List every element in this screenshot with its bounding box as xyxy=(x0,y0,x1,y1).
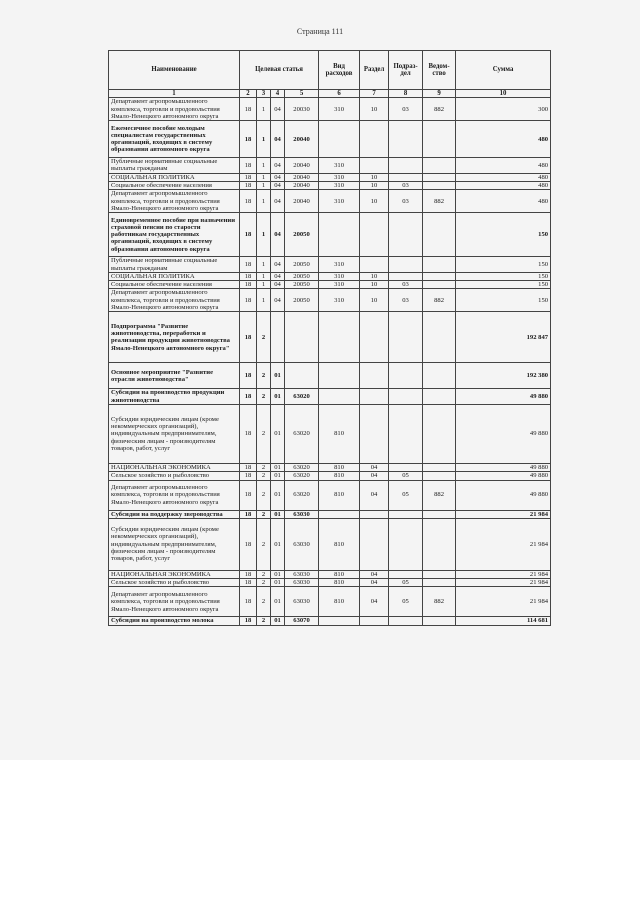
cell-activity: 04 xyxy=(271,182,285,190)
cell-name: Департамент агропромышленного комплекса, торговли и продовольствия Ямало-Ненецкого автономного округа xyxy=(109,190,240,213)
cell-direction: 63020 xyxy=(285,463,319,471)
cell-name: Департамент агропромышленного комплекса, торговли и продовольствия Ямало-Ненецкого автономного округа xyxy=(109,587,240,617)
cell-sum: 49 880 xyxy=(456,472,551,480)
cell-section: 10 xyxy=(360,98,389,121)
cell-activity: 04 xyxy=(271,213,285,257)
column-number: 8 xyxy=(389,90,423,98)
cell-subprogram: 2 xyxy=(257,404,271,463)
cell-section xyxy=(360,363,389,389)
cell-direction: 20040 xyxy=(285,158,319,174)
cell-department xyxy=(423,518,456,570)
cell-expense-kind: 310 xyxy=(319,272,360,280)
cell-name: Департамент агропромышленного комплекса, торговли и продовольствия Ямало-Ненецкого автономного округа xyxy=(109,480,240,510)
cell-expense-kind: 310 xyxy=(319,158,360,174)
cell-section: 04 xyxy=(360,472,389,480)
cell-department xyxy=(423,272,456,280)
cell-expense-kind: 310 xyxy=(319,190,360,213)
cell-direction xyxy=(285,312,319,363)
table-row xyxy=(109,587,551,617)
cell-activity: 01 xyxy=(271,389,285,405)
cell-subsection: 03 xyxy=(389,190,423,213)
cell-expense-kind xyxy=(319,213,360,257)
cell-expense-kind: 310 xyxy=(319,281,360,289)
cell-direction: 20050 xyxy=(285,281,319,289)
cell-activity: 01 xyxy=(271,480,285,510)
cell-name: Сельское хозяйство и рыболовство xyxy=(109,472,240,480)
cell-subsection: 03 xyxy=(389,98,423,121)
cell-subsection xyxy=(389,463,423,471)
cell-section xyxy=(360,121,389,158)
cell-direction: 63030 xyxy=(285,587,319,617)
cell-sum: 480 xyxy=(456,121,551,158)
cell-direction: 63020 xyxy=(285,472,319,480)
cell-section xyxy=(360,617,389,625)
cell-subprogram: 1 xyxy=(257,213,271,257)
cell-program: 18 xyxy=(240,213,257,257)
cell-direction: 20040 xyxy=(285,173,319,181)
table-row xyxy=(109,363,551,389)
cell-subprogram: 2 xyxy=(257,510,271,518)
cell-expense-kind: 810 xyxy=(319,480,360,510)
table-row xyxy=(109,281,551,289)
cell-program: 18 xyxy=(240,158,257,174)
cell-sum: 192 847 xyxy=(456,312,551,363)
cell-expense-kind xyxy=(319,121,360,158)
table-row xyxy=(109,190,551,213)
cell-direction xyxy=(285,363,319,389)
cell-subprogram: 1 xyxy=(257,173,271,181)
cell-direction: 20040 xyxy=(285,190,319,213)
cell-sum: 480 xyxy=(456,158,551,174)
cell-expense-kind: 810 xyxy=(319,404,360,463)
table-row xyxy=(109,579,551,587)
cell-subprogram: 1 xyxy=(257,272,271,280)
table-row xyxy=(109,173,551,181)
table-row xyxy=(109,404,551,463)
cell-subprogram: 1 xyxy=(257,158,271,174)
cell-section: 10 xyxy=(360,182,389,190)
cell-department xyxy=(423,121,456,158)
cell-activity: 01 xyxy=(271,472,285,480)
cell-sum: 114 681 xyxy=(456,617,551,625)
header-sum: Сумма xyxy=(456,51,551,90)
column-number: 9 xyxy=(423,90,456,98)
table-row xyxy=(109,480,551,510)
cell-program: 18 xyxy=(240,389,257,405)
column-number-row xyxy=(109,90,551,98)
cell-department xyxy=(423,182,456,190)
cell-subsection xyxy=(389,389,423,405)
cell-direction: 63030 xyxy=(285,510,319,518)
cell-subprogram: 2 xyxy=(257,579,271,587)
header-kind: Вид расходов xyxy=(319,51,360,90)
cell-activity: 04 xyxy=(271,272,285,280)
cell-program: 18 xyxy=(240,98,257,121)
cell-subprogram: 1 xyxy=(257,281,271,289)
table-row xyxy=(109,121,551,158)
cell-name: НАЦИОНАЛЬНАЯ ЭКОНОМИКА xyxy=(109,570,240,578)
cell-subprogram: 2 xyxy=(257,363,271,389)
cell-name: Сельское хозяйство и рыболовство xyxy=(109,579,240,587)
table-row xyxy=(109,510,551,518)
cell-subsection xyxy=(389,312,423,363)
cell-direction: 20050 xyxy=(285,272,319,280)
cell-section xyxy=(360,389,389,405)
cell-sum: 21 984 xyxy=(456,570,551,578)
cell-program: 18 xyxy=(240,480,257,510)
cell-sum: 21 984 xyxy=(456,587,551,617)
cell-program: 18 xyxy=(240,463,257,471)
cell-section: 10 xyxy=(360,289,389,312)
cell-direction: 63020 xyxy=(285,480,319,510)
cell-sum: 480 xyxy=(456,190,551,213)
cell-name: Департамент агропромышленного комплекса, торговли и продовольствия Ямало-Ненецкого автономного округа xyxy=(109,98,240,121)
cell-expense-kind xyxy=(319,510,360,518)
cell-subsection xyxy=(389,173,423,181)
cell-direction: 20040 xyxy=(285,182,319,190)
cell-direction: 20040 xyxy=(285,121,319,158)
column-number: 5 xyxy=(285,90,319,98)
cell-name: Субсидии юридическим лицам (кроме некоммерческих организаций), индивидуальным предпринимателям, физическим лицам - производителям товаров, работ, услуг xyxy=(109,404,240,463)
header-subsection: Подраз-дел xyxy=(389,51,423,90)
cell-name: Социальное обеспечение населения xyxy=(109,182,240,190)
cell-sum: 150 xyxy=(456,213,551,257)
cell-department xyxy=(423,213,456,257)
cell-sum: 49 880 xyxy=(456,463,551,471)
cell-subsection: 03 xyxy=(389,281,423,289)
cell-department xyxy=(423,510,456,518)
cell-sum: 49 880 xyxy=(456,389,551,405)
table-row xyxy=(109,518,551,570)
cell-section: 04 xyxy=(360,570,389,578)
cell-subsection xyxy=(389,257,423,273)
cell-activity: 01 xyxy=(271,579,285,587)
cell-name: Субсидии на поддержку звероводства xyxy=(109,510,240,518)
table-row xyxy=(109,570,551,578)
cell-program: 18 xyxy=(240,472,257,480)
cell-activity: 01 xyxy=(271,463,285,471)
cell-name: Единовременное пособие при назначении страховой пенсии по старости работникам государственных организаций, входящих в систему образования автономного округа xyxy=(109,213,240,257)
cell-expense-kind: 310 xyxy=(319,182,360,190)
cell-program: 18 xyxy=(240,289,257,312)
cell-subprogram: 1 xyxy=(257,121,271,158)
cell-subprogram: 2 xyxy=(257,312,271,363)
cell-sum: 21 984 xyxy=(456,579,551,587)
cell-section xyxy=(360,518,389,570)
cell-expense-kind xyxy=(319,363,360,389)
header-section: Раздел xyxy=(360,51,389,90)
cell-sum: 300 xyxy=(456,98,551,121)
column-number: 4 xyxy=(271,90,285,98)
cell-section: 04 xyxy=(360,587,389,617)
cell-department xyxy=(423,570,456,578)
cell-activity: 01 xyxy=(271,587,285,617)
cell-subprogram: 2 xyxy=(257,463,271,471)
cell-name: СОЦИАЛЬНАЯ ПОЛИТИКА xyxy=(109,173,240,181)
cell-sum: 49 880 xyxy=(456,480,551,510)
cell-subprogram: 2 xyxy=(257,472,271,480)
cell-sum: 49 880 xyxy=(456,404,551,463)
cell-program: 18 xyxy=(240,257,257,273)
cell-section: 04 xyxy=(360,579,389,587)
cell-program: 18 xyxy=(240,587,257,617)
cell-direction: 63030 xyxy=(285,579,319,587)
cell-department: 882 xyxy=(423,98,456,121)
cell-name: Субсидии на производство продукции животноводства xyxy=(109,389,240,405)
cell-department xyxy=(423,472,456,480)
cell-department: 882 xyxy=(423,480,456,510)
table-row xyxy=(109,98,551,121)
cell-section xyxy=(360,158,389,174)
cell-program: 18 xyxy=(240,617,257,625)
cell-sum: 21 984 xyxy=(456,510,551,518)
cell-activity: 01 xyxy=(271,404,285,463)
cell-direction: 20050 xyxy=(285,213,319,257)
cell-subsection: 05 xyxy=(389,587,423,617)
header-target: Целевая статья xyxy=(240,51,319,90)
cell-subsection xyxy=(389,363,423,389)
cell-activity: 04 xyxy=(271,190,285,213)
cell-department xyxy=(423,463,456,471)
cell-subsection xyxy=(389,570,423,578)
header-row xyxy=(109,51,551,90)
cell-program: 18 xyxy=(240,363,257,389)
cell-subprogram: 2 xyxy=(257,518,271,570)
cell-activity: 01 xyxy=(271,363,285,389)
cell-sum: 150 xyxy=(456,289,551,312)
table-row xyxy=(109,158,551,174)
cell-subprogram: 2 xyxy=(257,617,271,625)
cell-name: Подпрограмма "Развитие животноводства, переработки и реализации продукции животноводства Ямало-Ненецкого автономного округа" xyxy=(109,312,240,363)
cell-section xyxy=(360,510,389,518)
cell-direction: 63020 xyxy=(285,404,319,463)
header-dept: Ведом-ство xyxy=(423,51,456,90)
cell-name: Ежемесячное пособие молодым специалистам государственных организаций, входящих в систему образования автономного округа xyxy=(109,121,240,158)
cell-expense-kind: 810 xyxy=(319,579,360,587)
cell-department xyxy=(423,363,456,389)
cell-sum: 150 xyxy=(456,257,551,273)
cell-subsection xyxy=(389,158,423,174)
cell-subsection: 03 xyxy=(389,289,423,312)
table-row xyxy=(109,289,551,312)
cell-subsection xyxy=(389,404,423,463)
cell-section xyxy=(360,213,389,257)
cell-subprogram: 1 xyxy=(257,257,271,273)
cell-section: 04 xyxy=(360,480,389,510)
cell-expense-kind xyxy=(319,312,360,363)
cell-expense-kind: 810 xyxy=(319,472,360,480)
budget-table xyxy=(108,50,551,626)
cell-subprogram: 1 xyxy=(257,182,271,190)
cell-program: 18 xyxy=(240,579,257,587)
column-number: 6 xyxy=(319,90,360,98)
cell-name: СОЦИАЛЬНАЯ ПОЛИТИКА xyxy=(109,272,240,280)
cell-sum: 21 984 xyxy=(456,518,551,570)
cell-program: 18 xyxy=(240,182,257,190)
cell-subsection xyxy=(389,213,423,257)
cell-subsection: 05 xyxy=(389,472,423,480)
cell-section: 10 xyxy=(360,190,389,213)
cell-program: 18 xyxy=(240,281,257,289)
cell-direction: 20030 xyxy=(285,98,319,121)
cell-name: НАЦИОНАЛЬНАЯ ЭКОНОМИКА xyxy=(109,463,240,471)
cell-section: 10 xyxy=(360,281,389,289)
cell-expense-kind xyxy=(319,389,360,405)
cell-expense-kind: 810 xyxy=(319,463,360,471)
cell-section xyxy=(360,312,389,363)
cell-sum: 192 380 xyxy=(456,363,551,389)
cell-department xyxy=(423,281,456,289)
cell-subprogram: 2 xyxy=(257,570,271,578)
cell-department xyxy=(423,389,456,405)
table-row xyxy=(109,213,551,257)
table-row xyxy=(109,312,551,363)
cell-name: Публичные нормативные социальные выплаты гражданам xyxy=(109,158,240,174)
cell-section: 04 xyxy=(360,463,389,471)
column-number: 7 xyxy=(360,90,389,98)
cell-department xyxy=(423,158,456,174)
header-name: Наименование xyxy=(109,51,240,90)
cell-expense-kind: 810 xyxy=(319,518,360,570)
cell-expense-kind: 310 xyxy=(319,257,360,273)
cell-subsection xyxy=(389,518,423,570)
cell-activity: 01 xyxy=(271,570,285,578)
cell-sum: 150 xyxy=(456,272,551,280)
cell-expense-kind: 810 xyxy=(319,570,360,578)
cell-subsection xyxy=(389,617,423,625)
table-row xyxy=(109,272,551,280)
column-number: 1 xyxy=(109,90,240,98)
cell-program: 18 xyxy=(240,121,257,158)
cell-sum: 480 xyxy=(456,173,551,181)
blank-margin xyxy=(0,760,640,905)
cell-activity: 04 xyxy=(271,289,285,312)
cell-subsection xyxy=(389,272,423,280)
table-row xyxy=(109,257,551,273)
cell-subsection: 05 xyxy=(389,579,423,587)
cell-section xyxy=(360,404,389,463)
cell-section: 10 xyxy=(360,173,389,181)
cell-activity: 04 xyxy=(271,121,285,158)
cell-department xyxy=(423,404,456,463)
cell-expense-kind: 310 xyxy=(319,98,360,121)
cell-department xyxy=(423,257,456,273)
cell-subsection: 05 xyxy=(389,480,423,510)
cell-subsection: 03 xyxy=(389,182,423,190)
cell-department xyxy=(423,173,456,181)
cell-department xyxy=(423,312,456,363)
cell-direction: 63070 xyxy=(285,617,319,625)
cell-subprogram: 1 xyxy=(257,98,271,121)
cell-program: 18 xyxy=(240,190,257,213)
cell-expense-kind: 810 xyxy=(319,587,360,617)
cell-activity: 04 xyxy=(271,173,285,181)
column-number: 10 xyxy=(456,90,551,98)
table-body xyxy=(109,98,551,625)
cell-program: 18 xyxy=(240,173,257,181)
cell-subprogram: 2 xyxy=(257,389,271,405)
cell-name: Департамент агропромышленного комплекса, торговли и продовольствия Ямало-Ненецкого автономного округа xyxy=(109,289,240,312)
cell-program: 18 xyxy=(240,518,257,570)
cell-activity: 04 xyxy=(271,257,285,273)
column-number: 2 xyxy=(240,90,257,98)
cell-name: Социальное обеспечение населения xyxy=(109,281,240,289)
cell-department: 882 xyxy=(423,587,456,617)
cell-subsection xyxy=(389,510,423,518)
cell-activity: 04 xyxy=(271,98,285,121)
table-row xyxy=(109,463,551,471)
cell-program: 18 xyxy=(240,272,257,280)
cell-direction: 20050 xyxy=(285,289,319,312)
cell-section: 10 xyxy=(360,272,389,280)
cell-subprogram: 1 xyxy=(257,289,271,312)
cell-program: 18 xyxy=(240,510,257,518)
cell-department: 882 xyxy=(423,190,456,213)
table-row xyxy=(109,182,551,190)
cell-direction: 63030 xyxy=(285,518,319,570)
table-row xyxy=(109,389,551,405)
cell-activity: 04 xyxy=(271,281,285,289)
cell-name: Субсидии на производство молока xyxy=(109,617,240,625)
cell-name: Основное мероприятие "Развитие отрасли животноводства" xyxy=(109,363,240,389)
cell-activity: 01 xyxy=(271,617,285,625)
cell-direction: 20050 xyxy=(285,257,319,273)
cell-direction: 63020 xyxy=(285,389,319,405)
cell-activity: 01 xyxy=(271,518,285,570)
cell-direction: 63030 xyxy=(285,570,319,578)
cell-section xyxy=(360,257,389,273)
cell-name: Публичные нормативные социальные выплаты гражданам xyxy=(109,257,240,273)
cell-department xyxy=(423,617,456,625)
cell-expense-kind: 310 xyxy=(319,173,360,181)
table-row xyxy=(109,617,551,625)
cell-department xyxy=(423,579,456,587)
cell-program: 18 xyxy=(240,570,257,578)
cell-expense-kind xyxy=(319,617,360,625)
cell-sum: 150 xyxy=(456,281,551,289)
cell-subsection xyxy=(389,121,423,158)
cell-sum: 480 xyxy=(456,182,551,190)
page-number: Страница 111 xyxy=(296,27,344,36)
cell-activity: 01 xyxy=(271,510,285,518)
column-number: 3 xyxy=(257,90,271,98)
cell-subprogram: 1 xyxy=(257,190,271,213)
cell-subprogram: 2 xyxy=(257,480,271,510)
cell-program: 18 xyxy=(240,312,257,363)
table-row xyxy=(109,472,551,480)
cell-department: 882 xyxy=(423,289,456,312)
cell-expense-kind: 310 xyxy=(319,289,360,312)
cell-subprogram: 2 xyxy=(257,587,271,617)
cell-activity xyxy=(271,312,285,363)
cell-program: 18 xyxy=(240,404,257,463)
cell-name: Субсидии юридическим лицам (кроме некоммерческих организаций), индивидуальным предпринимателям, физическим лицам - производителям товаров, работ, услуг xyxy=(109,518,240,570)
cell-activity: 04 xyxy=(271,158,285,174)
